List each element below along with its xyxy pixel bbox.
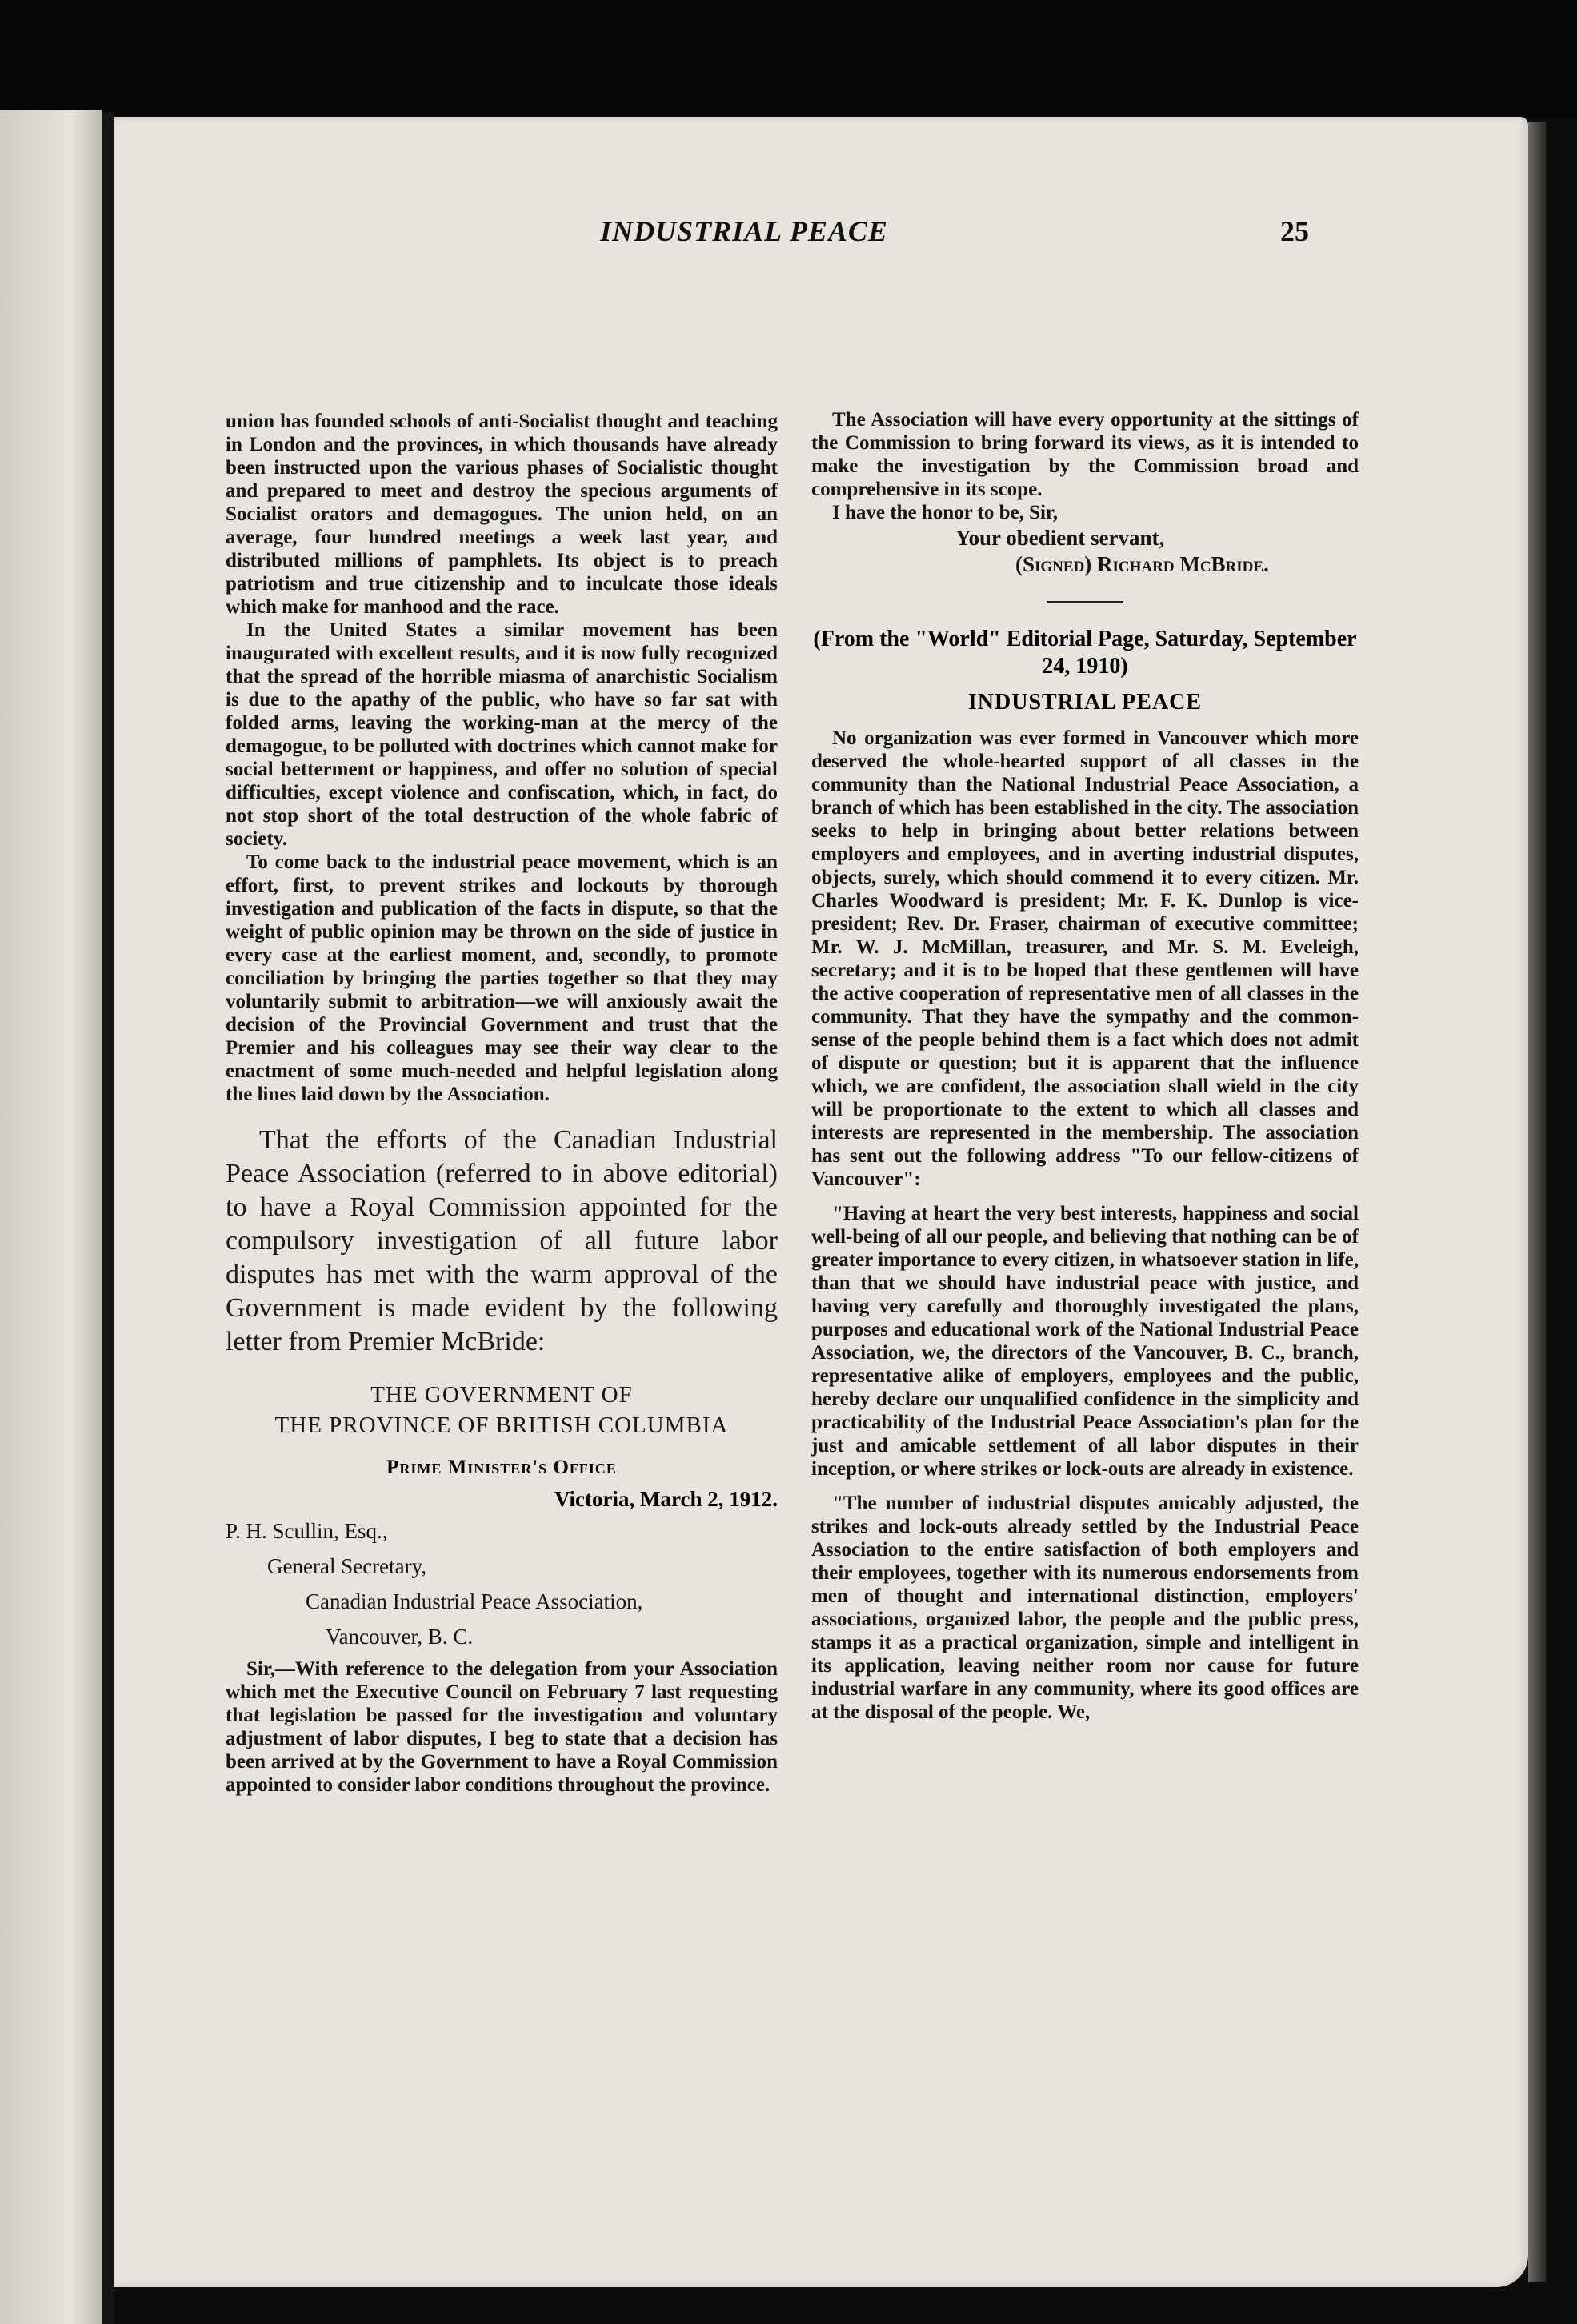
editorial-paragraph-1: No organization was ever formed in Vancouver which more deserved the whole-hearted support of all classes in the community than the National Industrial Peace Association, a branch of which has been established in the city. The association seeks to help in bringing about better relations between employers and employees, and in averting industrial disputes, objects, surely, which should commend it to every citizen. Mr. Charles Woodward is president; Mr. F. K. Dunlop is vice-president; Rev. Dr. Fraser, chairman of executive committee; Mr. W. J. McMillan, treasurer, and Mr. S. M. Eveleigh, secretary; and it is to be hoped that these gentlemen will have the active cooperation of representative men of all classes in the community. That they have the sympathy and the common-sense of the people behind them is a fact which does not admit of dispute or question; but it is apparent that the influence which, we are confident, the association shall wield in the city will be proportionate to the extent to which all classes and interests are represented in the membership. The association has sent out the following address "To our fellow-citizens of Vancouver": (811, 727, 1359, 1190)
letter-signature: (Signed) Richard McBride. (1015, 552, 1269, 576)
paragraph-1: union has founded schools of anti-Socialist thought and teaching in London and the provinces, in which thousands have already been instructed upon the various phases of Socialistic thought and prepared to meet and destroy the specious arguments of Socialist orators and demagogues. The union held, on an average, four hundred meetings a week last year, and distributed millions of pamphlets. Its object is to preach patriotism and true citizenship and to inculcate those ideals which make for manhood and the race. (226, 411, 778, 618)
paragraph-2: In the United States a similar movement has been inaugurated with excellent results, and it is now fully recognized that the spread of the horrible miasma of anarchistic Socialism is due to the apathy of the public, who have so far sat with folded arms, leaving the working-man at the mercy of the demagogue, to be polluted with doctrines which cannot make for social betterment or happiness, and offer no solution of special difficulties, except violence and confiscation, which, in fact, do not stop short of the total destruction of the whole fabric of society. (226, 619, 778, 850)
letter-heading-government: THE GOVERNMENT OF (370, 1382, 633, 1408)
addressee-name: P. H. Scullin, Esq., (226, 1519, 388, 1543)
letter-introduction: That the efforts of the Canadian Industrial Peace Association (referred to in above editorial) to have a Royal Commission appointed for the compulsory investigation of all future labor disputes has met with the warm approval of the Government is made evident by the following letter from Premier McBride: (226, 1125, 778, 1356)
facing-page-edge (0, 110, 102, 2324)
book-binding (102, 112, 114, 2324)
page-number: 25 (1280, 215, 1309, 247)
page-right-edge (1528, 122, 1546, 2282)
right-column (811, 408, 1359, 1724)
letter-valediction: Your obedient servant, (955, 526, 1165, 550)
editorial-source: (From the "World" Editorial Page, Saturday, September 24, 1910) (813, 627, 1357, 679)
letter-closing: I have the honor to be, Sir, (832, 502, 1058, 523)
addressee-organization: Canadian Industrial Peace Association, (306, 1589, 643, 1613)
letter-office: Prime Minister's Office (386, 1457, 617, 1478)
running-title: INDUSTRIAL PEACE (600, 215, 888, 247)
editorial-paragraph-3: "The number of industrial disputes amicably adjusted, the strikes and lock-outs already settled by the Industrial Peace Association to the entire satisfaction of both employers and their employees, together with its numerous endorsements from men of thought and international distinction, employers' associations, organized labor, the people and the public press, stamps it as a practical organization, simple and intelligent in its application, leaving neither room nor cause for future industrial warfare in any community, where its good offices are at the disposal of the people. We, (811, 1493, 1359, 1723)
editorial-paragraph-2: "Having at heart the very best interests, happiness and social well-being of all our people, and believing that nothing can be of greater importance to every citizen, in whatsoever station in life, than that we should have industrial peace with justice, and having very carefully and thoroughly investigated the plans, purposes and educational work of the National Industrial Peace Association, we, the directors of the Vancouver, B. C., branch, representative alike of employers, employees and the public, hereby declare our unqualified confidence in the simplicity and practicability of the Industrial Peace Association's plan for the just and amicable settlement of all labor disputes in their inception, or where strikes or lock-outs are already in existence. (811, 1203, 1359, 1480)
letter-body: Sir,—With reference to the delegation from your Association which met the Executive Council on February 7 last requesting that legislation be passed for the investigation and voluntary adjustment of labor disputes, I beg to state that a decision has been arrived at by the Government to have a Royal Commission appointed to consider labor conditions throughout the province. (226, 1658, 778, 1796)
paragraph-3: To come back to the industrial peace movement, which is an effort, first, to prevent strikes and lockouts by thorough investigation and publication of the facts in dispute, so that the weight of public opinion may be thrown on the side of justice in every case at the earliest moment, and, secondly, to promote conciliation by bringing the parties together so that they may voluntarily submit to arbitration—we will anxiously await the decision of the Provincial Government and trust that the Premier and his colleagues may see their way clear to the enactment of some much-needed and helpful legislation along the lines laid down by the Association. (226, 851, 778, 1105)
scan-top-border (0, 0, 1577, 118)
section-divider (1047, 601, 1123, 603)
editorial-heading: INDUSTRIAL PEACE (967, 690, 1203, 715)
letter-continued: The Association will have every opportunity at the sittings of the Commission to bring forward its views, as it is intended to make the investigation by the Commission broad and comprehensive in its scope. (811, 409, 1359, 500)
left-column (226, 410, 778, 1797)
letter-date: Victoria, March 2, 1912. (554, 1487, 778, 1511)
letter-heading-province: THE PROVINCE OF BRITISH COLUMBIA (274, 1412, 729, 1438)
addressee-city: Vancouver, B. C. (326, 1625, 474, 1649)
addressee-title: General Secretary, (267, 1554, 427, 1578)
